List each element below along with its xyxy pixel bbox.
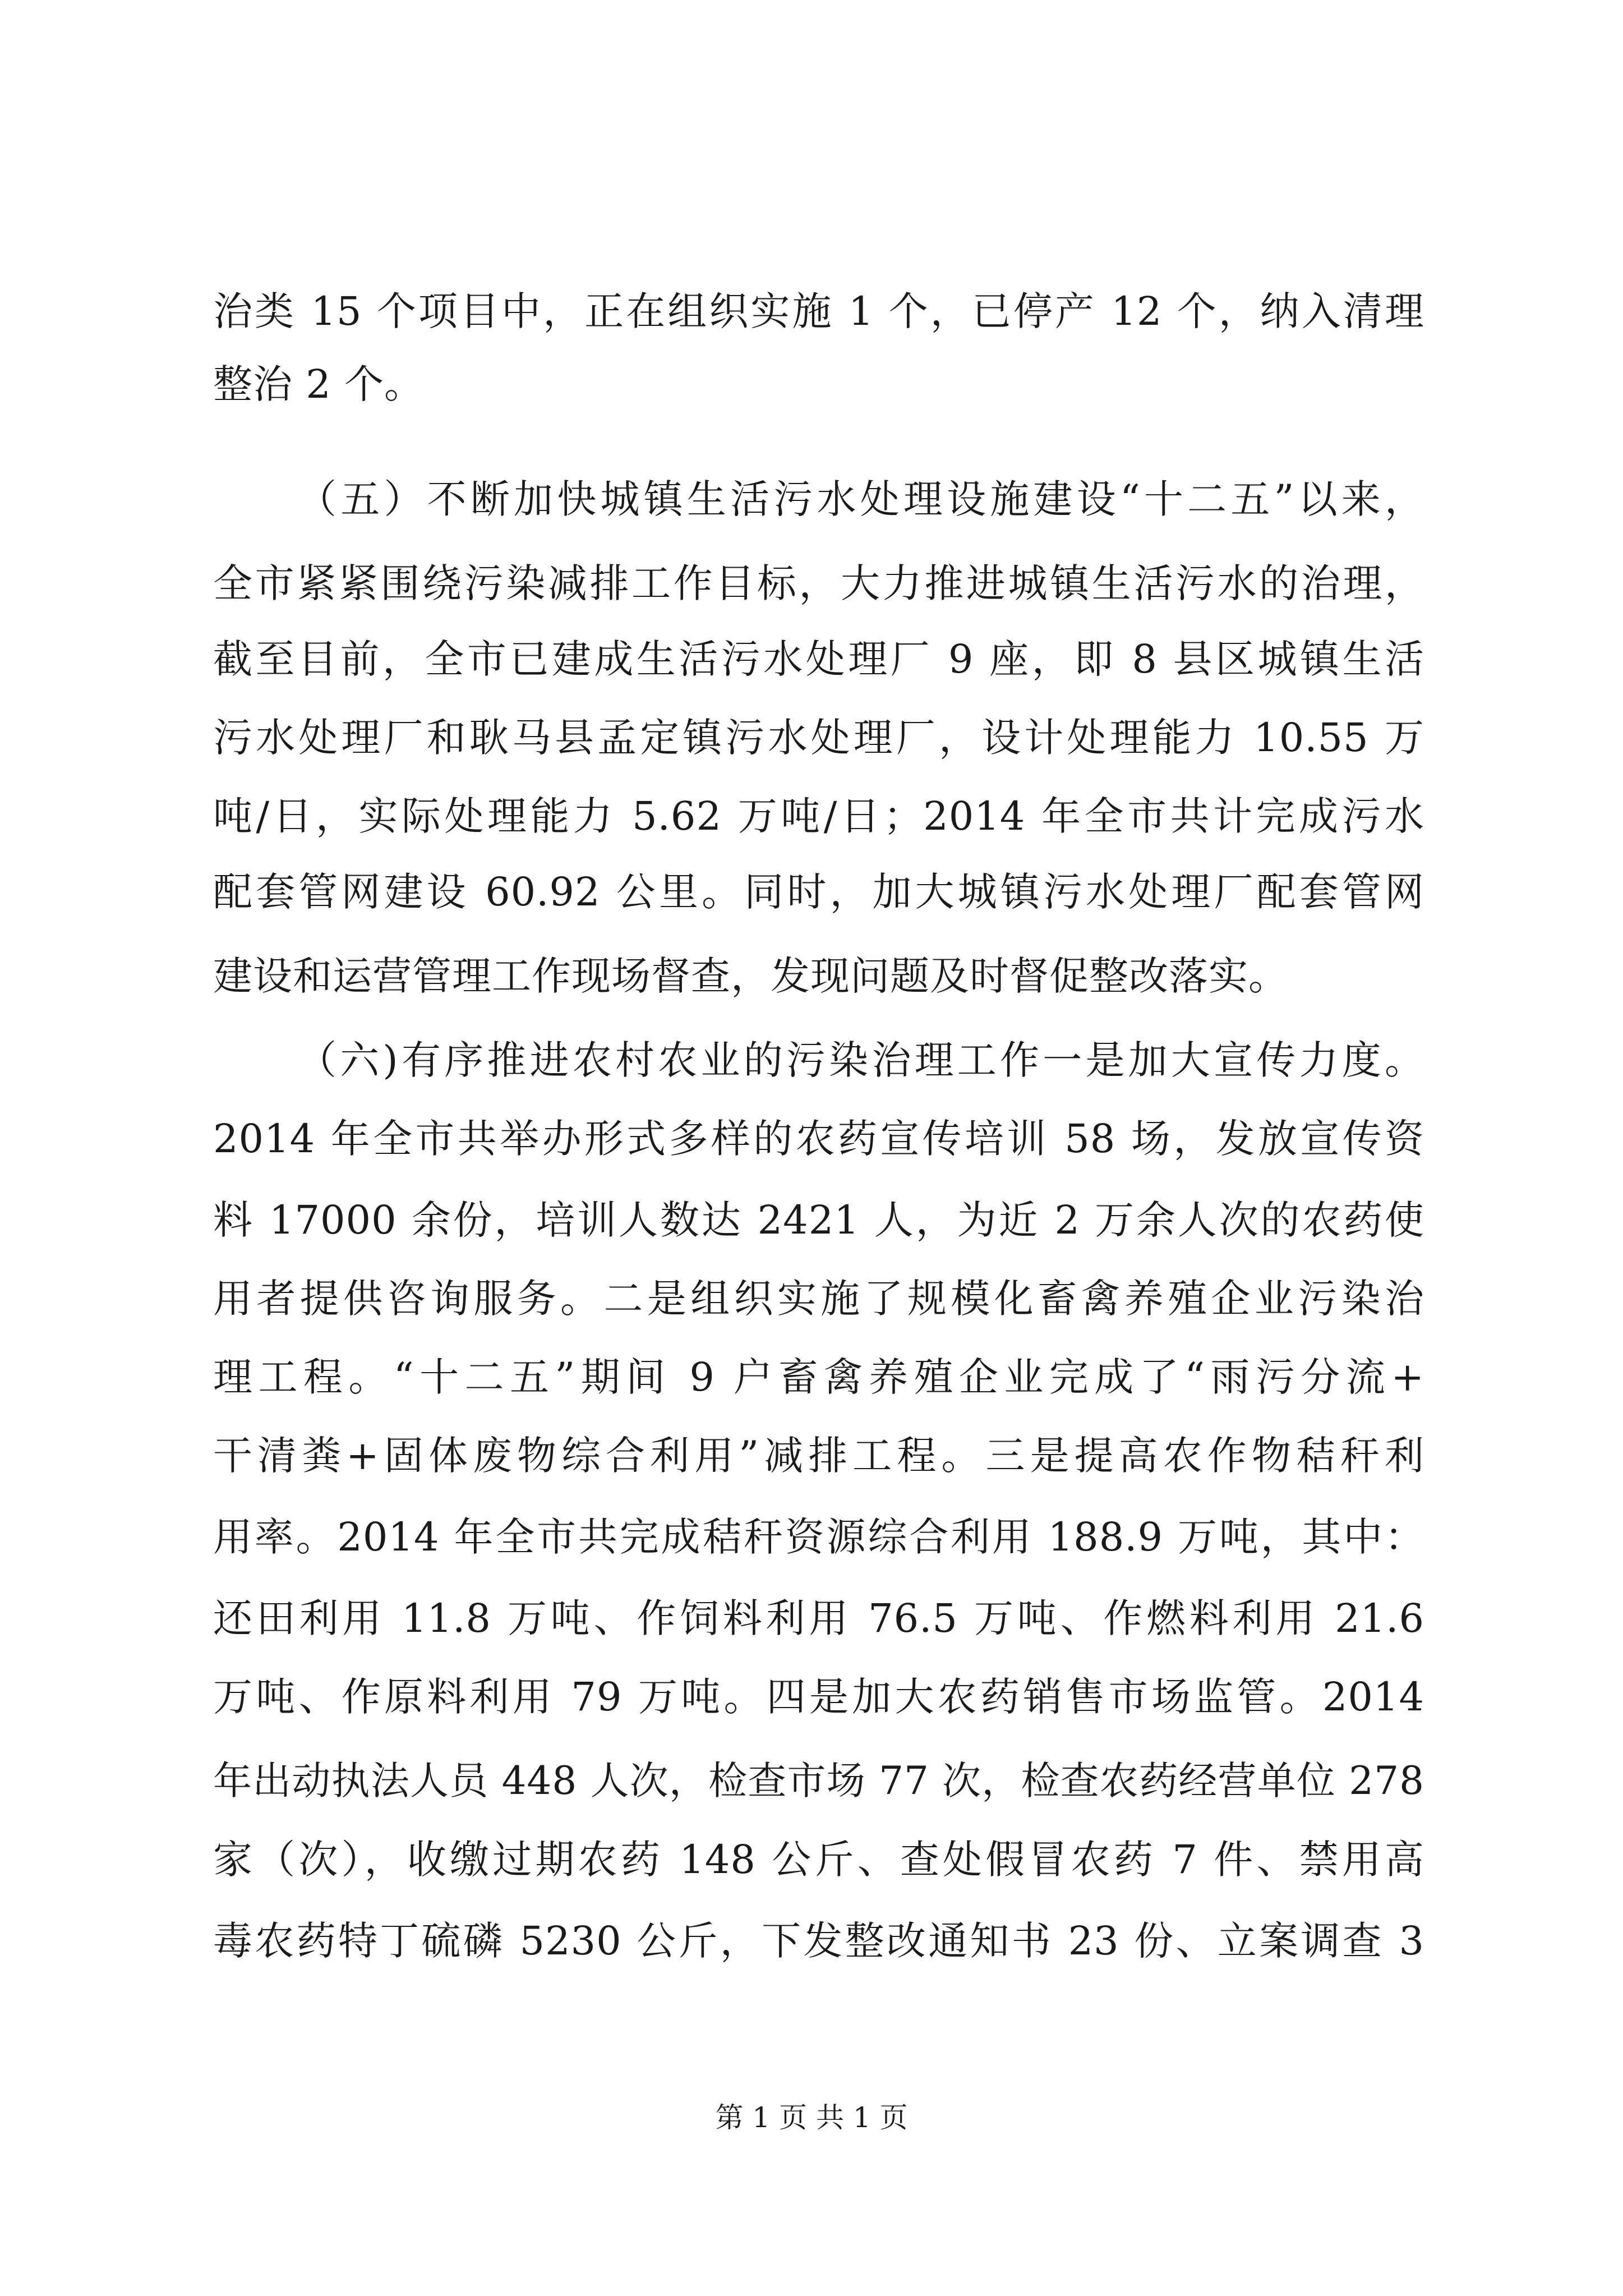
text-line-11: 2014 年全市共举办形式多样的农药宣传培训 58 场，发放宣传资 [213,1116,1424,1162]
text-line-20: 家（次），收缴过期农药 148 公斤、查处假冒农药 7 件、禁用高 [213,1837,1424,1883]
page-footer: 第 1 页 共 1 页 [715,2101,908,2134]
text-line-16: 用率。2014 年全市共完成秸秆资源综合利用 188.9 万吨，其中： [213,1514,1424,1560]
text-line-13: 用者提供咨询服务。二是组织实施了规模化畜禽养殖企业污染治 [213,1276,1424,1322]
text-line-21: 毒农药特丁硫磷 5230 公斤，下发整改通知书 23 份、立案调查 3 [213,1918,1424,1964]
text-line-1: 治类 15 个项目中，正在组织实施 1 个，已停产 12 个，纳入清理 [213,288,1424,334]
text-line-5: 截至目前，全市已建成生活污水处理厂 9 座，即 8 县区城镇生活 [213,636,1424,682]
text-line-8: 配套管网建设 60.92 公里。同时，加大城镇污水处理厂配套管网 [213,869,1424,915]
text-line-10: （六)有序推进农村农业的污染治理工作一是加大宣传力度。 [297,1037,1424,1083]
text-line-7: 吨/日，实际处理能力 5.62 万吨/日；2014 年全市共计完成污水 [213,793,1424,839]
text-line-3: （五）不断加快城镇生活污水处理设施建设“十二五”以来， [297,476,1424,522]
text-line-14: 理工程。“十二五”期间 9 户畜禽养殖企业完成了“雨污分流+ [213,1354,1424,1400]
text-line-15: 干清粪+固体废物综合利用”减排工程。三是提高农作物秸秆利 [213,1433,1424,1479]
text-line-9: 建设和运营管理工作现场督查，发现问题及时督促整改落实。 [213,953,1288,999]
text-line-6: 污水处理厂和耿马县孟定镇污水处理厂，设计处理能力 10.55 万 [213,715,1424,761]
text-line-2: 整治 2 个。 [213,361,425,407]
text-line-17: 还田利用 11.8 万吨、作饲料利用 76.5 万吨、作燃料利用 21.6 [213,1595,1424,1641]
text-line-18: 万吨、作原料利用 79 万吨。四是加大农药销售市场监管。2014 [213,1674,1424,1720]
text-line-19: 年出动执法人员 448 人次，检查市场 77 次，检查农药经营单位 278 [213,1759,1424,1803]
text-line-12: 料 17000 余份，培训人数达 2421 人，为近 2 万余人次的农药使 [213,1197,1424,1243]
text-line-4: 全市紧紧围绕污染减排工作目标，大力推进城镇生活污水的治理， [213,560,1424,606]
